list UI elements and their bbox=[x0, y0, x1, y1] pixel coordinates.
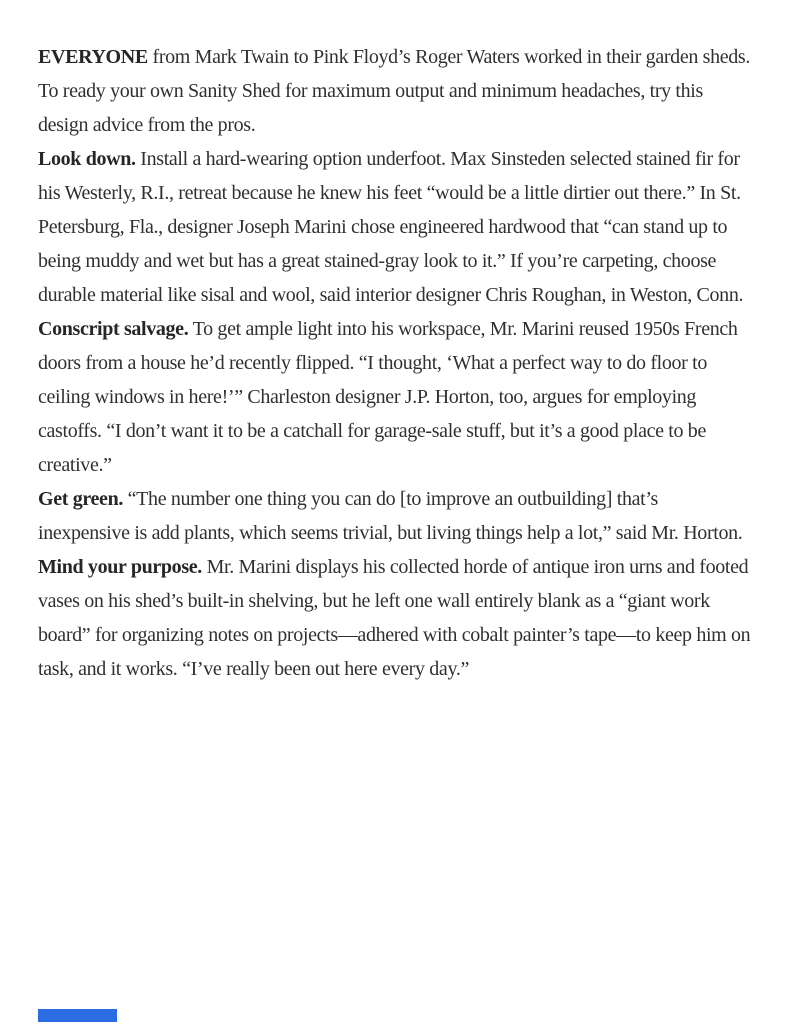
paragraph-look-down bbox=[38, 142, 754, 312]
partial-blue-element[interactable] bbox=[38, 1009, 117, 1022]
paragraph-text: from Mark Twain to Pink Floyd’s Roger Waters worked in their garden sheds. To ready your own Sanity Shed for maximum output and minimum headaches, try this design advice from the pros. bbox=[38, 46, 750, 136]
paragraph-lead: Get green. bbox=[38, 488, 123, 510]
paragraph-text: To get ample light into his workspace, Mr. Marini reused 1950s French doors from a house he’d recently flipped. “I thought, ‘What a perfect way to do floor to ceiling windows in here!’” Charleston designer J.P. Horton, too, argues for employing castoffs. “I don’t want it to be a catchall for garage-sale stuff, but it’s a good place to be creative.” bbox=[38, 318, 738, 476]
paragraph-mind-your-purpose bbox=[38, 550, 754, 686]
paragraph-text: Mr. Marini displays his collected horde of antique iron urns and footed vases on his shed’s built-in shelving, but he left one wall entirely blank as a “giant work board” for organizing notes on projects—adhered with cobalt painter’s tape—to keep him on task, and it works. “I’ve really been out here every day.” bbox=[38, 556, 751, 680]
paragraph-intro bbox=[38, 40, 754, 142]
paragraph-get-green bbox=[38, 482, 754, 550]
paragraph-lead: Conscript salvage. bbox=[38, 318, 189, 340]
paragraph-lead: Mind your purpose. bbox=[38, 556, 202, 578]
paragraph-lead: EVERYONE bbox=[38, 46, 148, 68]
paragraph-text: Install a hard-wearing option underfoot. Max Sinsteden selected stained fir for his Westerly, R.I., retreat because he knew his feet “would be a little dirtier out there.” In St. Petersburg, Fla., designer Joseph Marini chose engineered hardwood that “can stand up to being muddy and wet but has a great stained-gray look to it.” If you’re carpeting, choose durable material like sisal and wool, said interior designer Chris Roughan, in Weston, Conn. bbox=[38, 148, 744, 306]
paragraph-text: “The number one thing you can do [to improve an outbuilding] that’s inexpensive is add plants, which seems trivial, but living things help a lot,” said Mr. Horton. bbox=[38, 488, 743, 544]
paragraph-lead: Look down. bbox=[38, 148, 136, 170]
paragraph-conscript-salvage bbox=[38, 312, 754, 482]
